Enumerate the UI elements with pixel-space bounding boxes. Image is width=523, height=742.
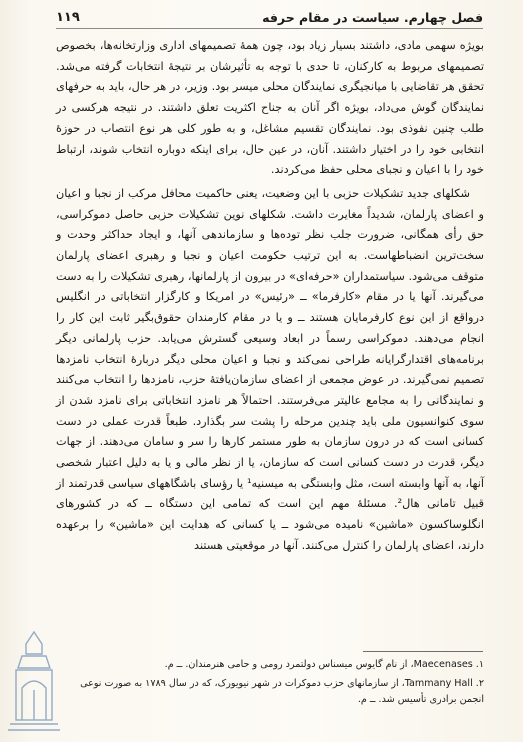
footnotes [60, 657, 484, 711]
chapter-title: فصل چهارم. سیاست در مقام حرفه [262, 9, 483, 25]
running-header [56, 6, 483, 29]
paragraph: شکلهای جدید تشکیلات حزبی با این وضعیت، یعنی حاکمیت محافل مرکب از نجبا و اعیان و اعضای پارلمان، شدیداً مغایرت داشت. شکلهای نوین تشکیلات حزبی حاصل دموکراسی، حق رأی همگانی، ضرورت جلب نظر توده‌ها و سازماندهی آنها، و ایجاد حداکثر وحدت و سخت‌ترین انضباطهاست. به این ترتیب حکومت اعیان و نجبا و رهبری اعضای پارلمان متوقف می‌شود. سیاستمداران «حرفه‌ای» در بیرون از پارلمانها، رهبری تشکیلات را به دست می‌گیرند. آنها یا در مقام «کارفرما» ــ «رئیس» در امریکا و کارگزار انتخاباتی در انگلیس درواقع از این نوع کارفرمایان هستند ــ و یا در مقام کارمندان حقوق‌بگیر ثابت این کار را انجام می‌دهند. دموکراسی رسماً در ابعاد وسیعی گسترش می‌یابد. حزب پارلمانی دیگر برنامه‌های اقتدارگرایانه طراحی نمی‌کند و نجبا و اعیان محلی دیگر دربارهٔ انتخاب نامزدها تصمیم نمی‌گیرند. در عوض مجمعی از اعضای سازمان‌یافتهٔ حزب، نامزدها را انتخاب می‌کنند و نمایندگانی را به مجامع عالیتر می‌فرستند. احتمالاً هر نامزد انتخاباتی برای نامزد شدن از سوی کنوانسیون ملی باید چندین مرحله را پشت سر بگذارد. طبعاً قدرت عملی در دست کسانی است که در درون سازمان به طور مستمر کارها را سر و سامان می‌دهند. از جهات دیگر، قدرت در دست کسانی است که سازمان، یا از نظر مالی و یا به دلیل اعتبار شخصی آنها، به آنها وابسته است، مثل وابستگی به میسنیه¹ یا رؤسای باشگاههای سیاسی قدرتمند از قبیل تامانی هال². مسئلهٔ مهم این است که تمامی این دستگاه ــ که در کشورهای انگلوساکسون «ماشین» نامیده می‌شود ــ یا کسانی که هدایت این «ماشین» را برعهده دارند، اعضای پارلمان را کنترل می‌کنند. آنها در موقعیتی هستند [56, 186, 485, 552]
footnote-separator [363, 651, 483, 652]
library-stamp-icon [4, 628, 64, 738]
page-number: ۱۱۹ [56, 9, 80, 25]
paragraph: بویژه سهمی مادی، داشتند بسیار زیاد بود، چون همهٔ تصمیمهای اداری وزارتخانه‌ها، بخصوص تصمیمهای مربوط به کارکنان، تا حدی با توجه به تأثیرشان بر نتیجهٔ انتخابات گرفته می‌شد. تحقق هر تقاضایی با میانجیگری نمایندگان محلی میسر بود. وزیر، در هر حال، باید به حرفهای نمایندگان گوش می‌داد، بویژه اگر آنان به جناح اکثریت تعلق داشتند. در نتیجه هرکسی در طلب چنین نفوذی بود. نمایندگان تقسیم مشاغل، و به طور کلی هر نوع انتصاب در حوزهٔ انتخابی خود را در اختیار داشتند. آنان، در عین حال، برای اینکه دوباره انتخاب شوند، ارتباط خود را با اعیان و نجبای محلی حفظ می‌کردند. [56, 39, 484, 177]
body-text [56, 36, 484, 560]
footnote: ۱. Maecenases، از نام گایوس میسناس دولتمرد رومی و حامی هنرمندان. ــ م. [164, 659, 484, 670]
footnote: ۲. Tammany Hall، از سازمانهای حزب دموکرات در شهر نیویورک، که در سال ۱۷۸۹ به صورت نوعی انجمن برادری تأسیس شد. ــ م. [80, 678, 484, 705]
